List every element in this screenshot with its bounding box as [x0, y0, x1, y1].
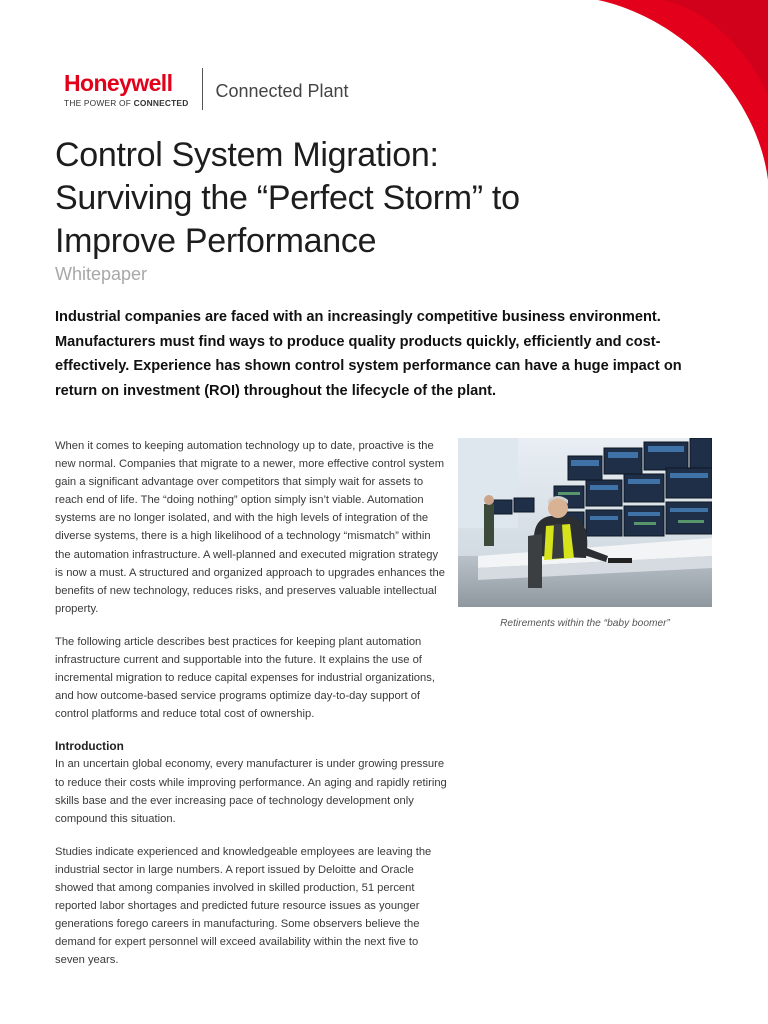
logo-tagline: THE POWER OF CONNECTED: [64, 97, 189, 108]
body-paragraph: In an uncertain global economy, every manufacturer is under growing pressure to reduce their costs while improving performance. An aging and rapidly retiring skills base and the ever increasing pace of technology development only compound this situation.: [55, 758, 447, 825]
lead-paragraph: Industrial companies are faced with an increasingly competitive business environment. Manufacturers must find ways to produce quality products quickly, efficiently and cost-effectively. Experience has shown control system performance can have a huge impact on return on investment (ROI) throughout the lifecycle of the plant.: [55, 309, 682, 399]
document-type: Whitepaper: [55, 264, 148, 284]
company-logo: [64, 71, 188, 108]
body-column: [55, 437, 448, 984]
page-title: [55, 134, 695, 263]
control-room-photo: [458, 438, 712, 607]
logo-wordmark: Honeywell: [64, 69, 173, 96]
control-room-illustration: [458, 438, 712, 607]
title-line: Improve Performance: [55, 222, 377, 260]
brand-divider: [202, 68, 203, 110]
title-line: Control System Migration:: [55, 136, 439, 174]
brand-header: [64, 68, 349, 110]
body-paragraph: When it comes to keeping automation technology up to date, proactive is the new normal. Companies that migrate to a newer, more effective control system gain a significant advantage over competitors that simply wait for assets to reach end of life. The “doing nothing” option simply isn’t viable. Automation systems are no longer isolated, and with the high levels of integration of the diverse systems, there is a high likelihood of a technology “mismatch” within the automation infrastructure. A well-planned and executed migration strategy is now a must. A structured and organized approach to upgrades enhances the benefits of new technology, reduces risks, and preserves valuable intellectual property.: [55, 440, 445, 615]
photo-caption: Retirements within the “baby boomer”: [500, 618, 670, 629]
section-heading: Introduction: [55, 739, 124, 754]
title-line: Surviving the “Perfect Storm” to: [55, 179, 520, 217]
body-paragraph: Studies indicate experienced and knowledgeable employees are leaving the industrial sector in large numbers. A report issued by Deloitte and Oracle showed that among companies involved in skilled production, 51 percent reported labor shortages and predicted future resource issues as younger generations forego careers in manufacturing. Some observers believe the demand for expert personnel will exceed availability within the next five to seven years.: [55, 845, 432, 967]
body-paragraph: The following article describes best practices for keeping plant automation infrastructure current and supportable into the future. It explains the use of incremental migration to reduce capital expenses for industrial organizations, and how outcome-based service programs optimize day-to-day support of control platforms and reduce total cost of ownership.: [55, 635, 435, 721]
product-name: Connected Plant: [215, 80, 349, 101]
